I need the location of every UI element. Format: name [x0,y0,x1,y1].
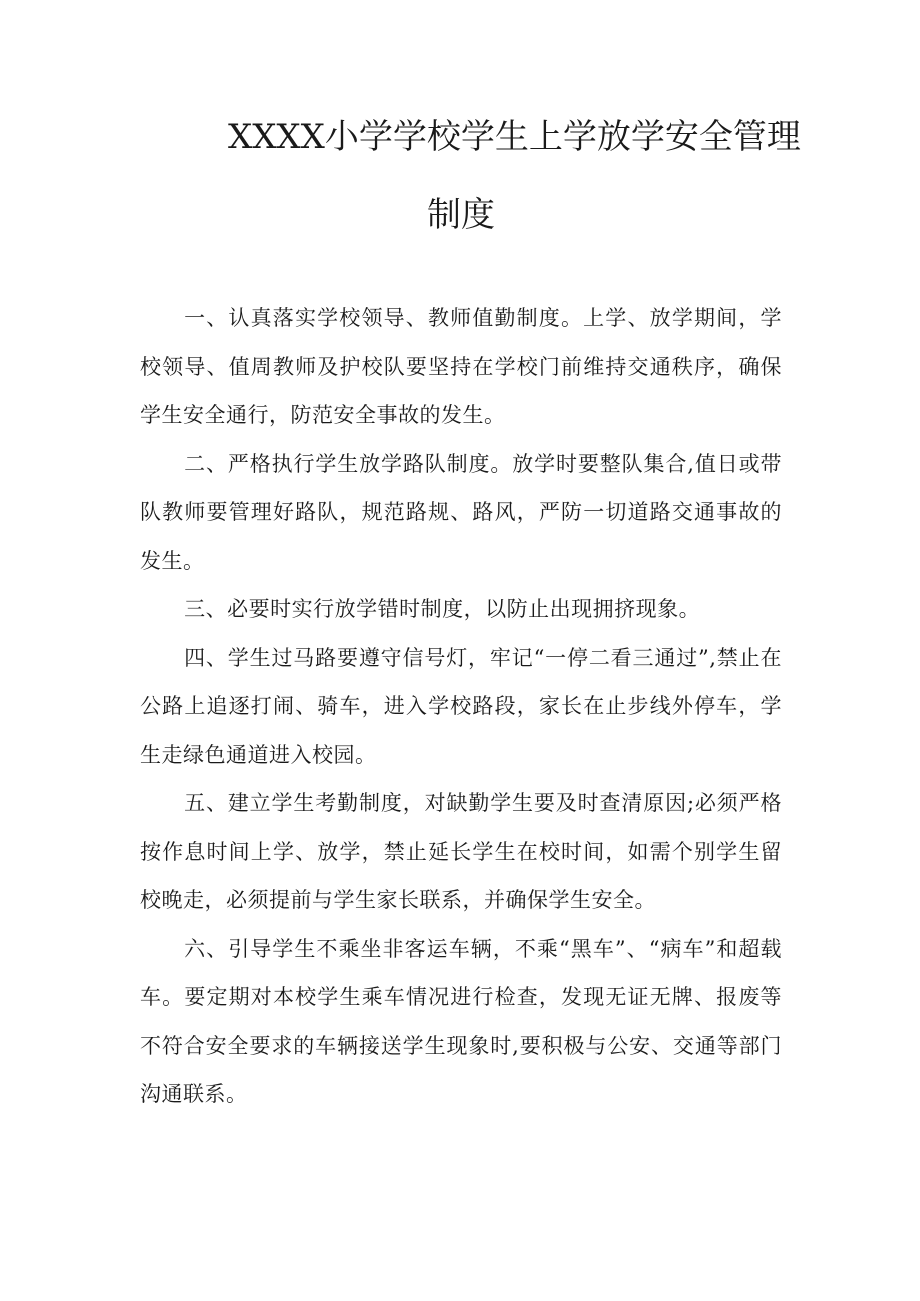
paragraph-1: 一、认真落实学校领导、教师值勤制度。上学、放学期间，学校领导、值周教师及护校队要坚持在学校门前维持交通秩序，确保学生安全通行，防范安全事故的发生。 [140,306,782,427]
document-body [140,294,782,1119]
paragraph-3: 三、必要时实行放学错时制度，以防止出现拥挤现象。 [184,597,701,621]
paragraph-4: 四、学生过马路要遵守信号灯，牢记“一停二看三通过”,禁止在公路上追逐打闹、骑车，进入学校路段，家长在止步线外停车，学生走绿色通道进入校园。 [140,645,782,767]
document-title-line-2: 制度 [427,195,495,235]
paragraph-6: 六、引导学生不乘坐非客运车辆，不乘“黑车”、“病车”和超载车。要定期对本校学生乘车情况进行检查，发现无证无牌、报废等不符合安全要求的车辆接送学生现象时,要积极与公安、交通等部门沟通联系。 [140,936,782,1106]
document-title-line-1: XXXX小学学校学生上学放学安全管理 [228,117,801,157]
paragraph-5: 五、建立学生考勤制度，对缺勤学生要及时查清原因;必须严格按作息时间上学、放学，禁止延长学生在校时间，如需个别学生留校晚走，必须提前与学生家长联系，并确保学生安全。 [140,791,782,912]
paragraph-2: 二、严格执行学生放学路队制度。放学时要整队集合,值日或带队教师要管理好路队，规范路规、路风，严防一切道路交通事故的发生。 [140,451,782,573]
